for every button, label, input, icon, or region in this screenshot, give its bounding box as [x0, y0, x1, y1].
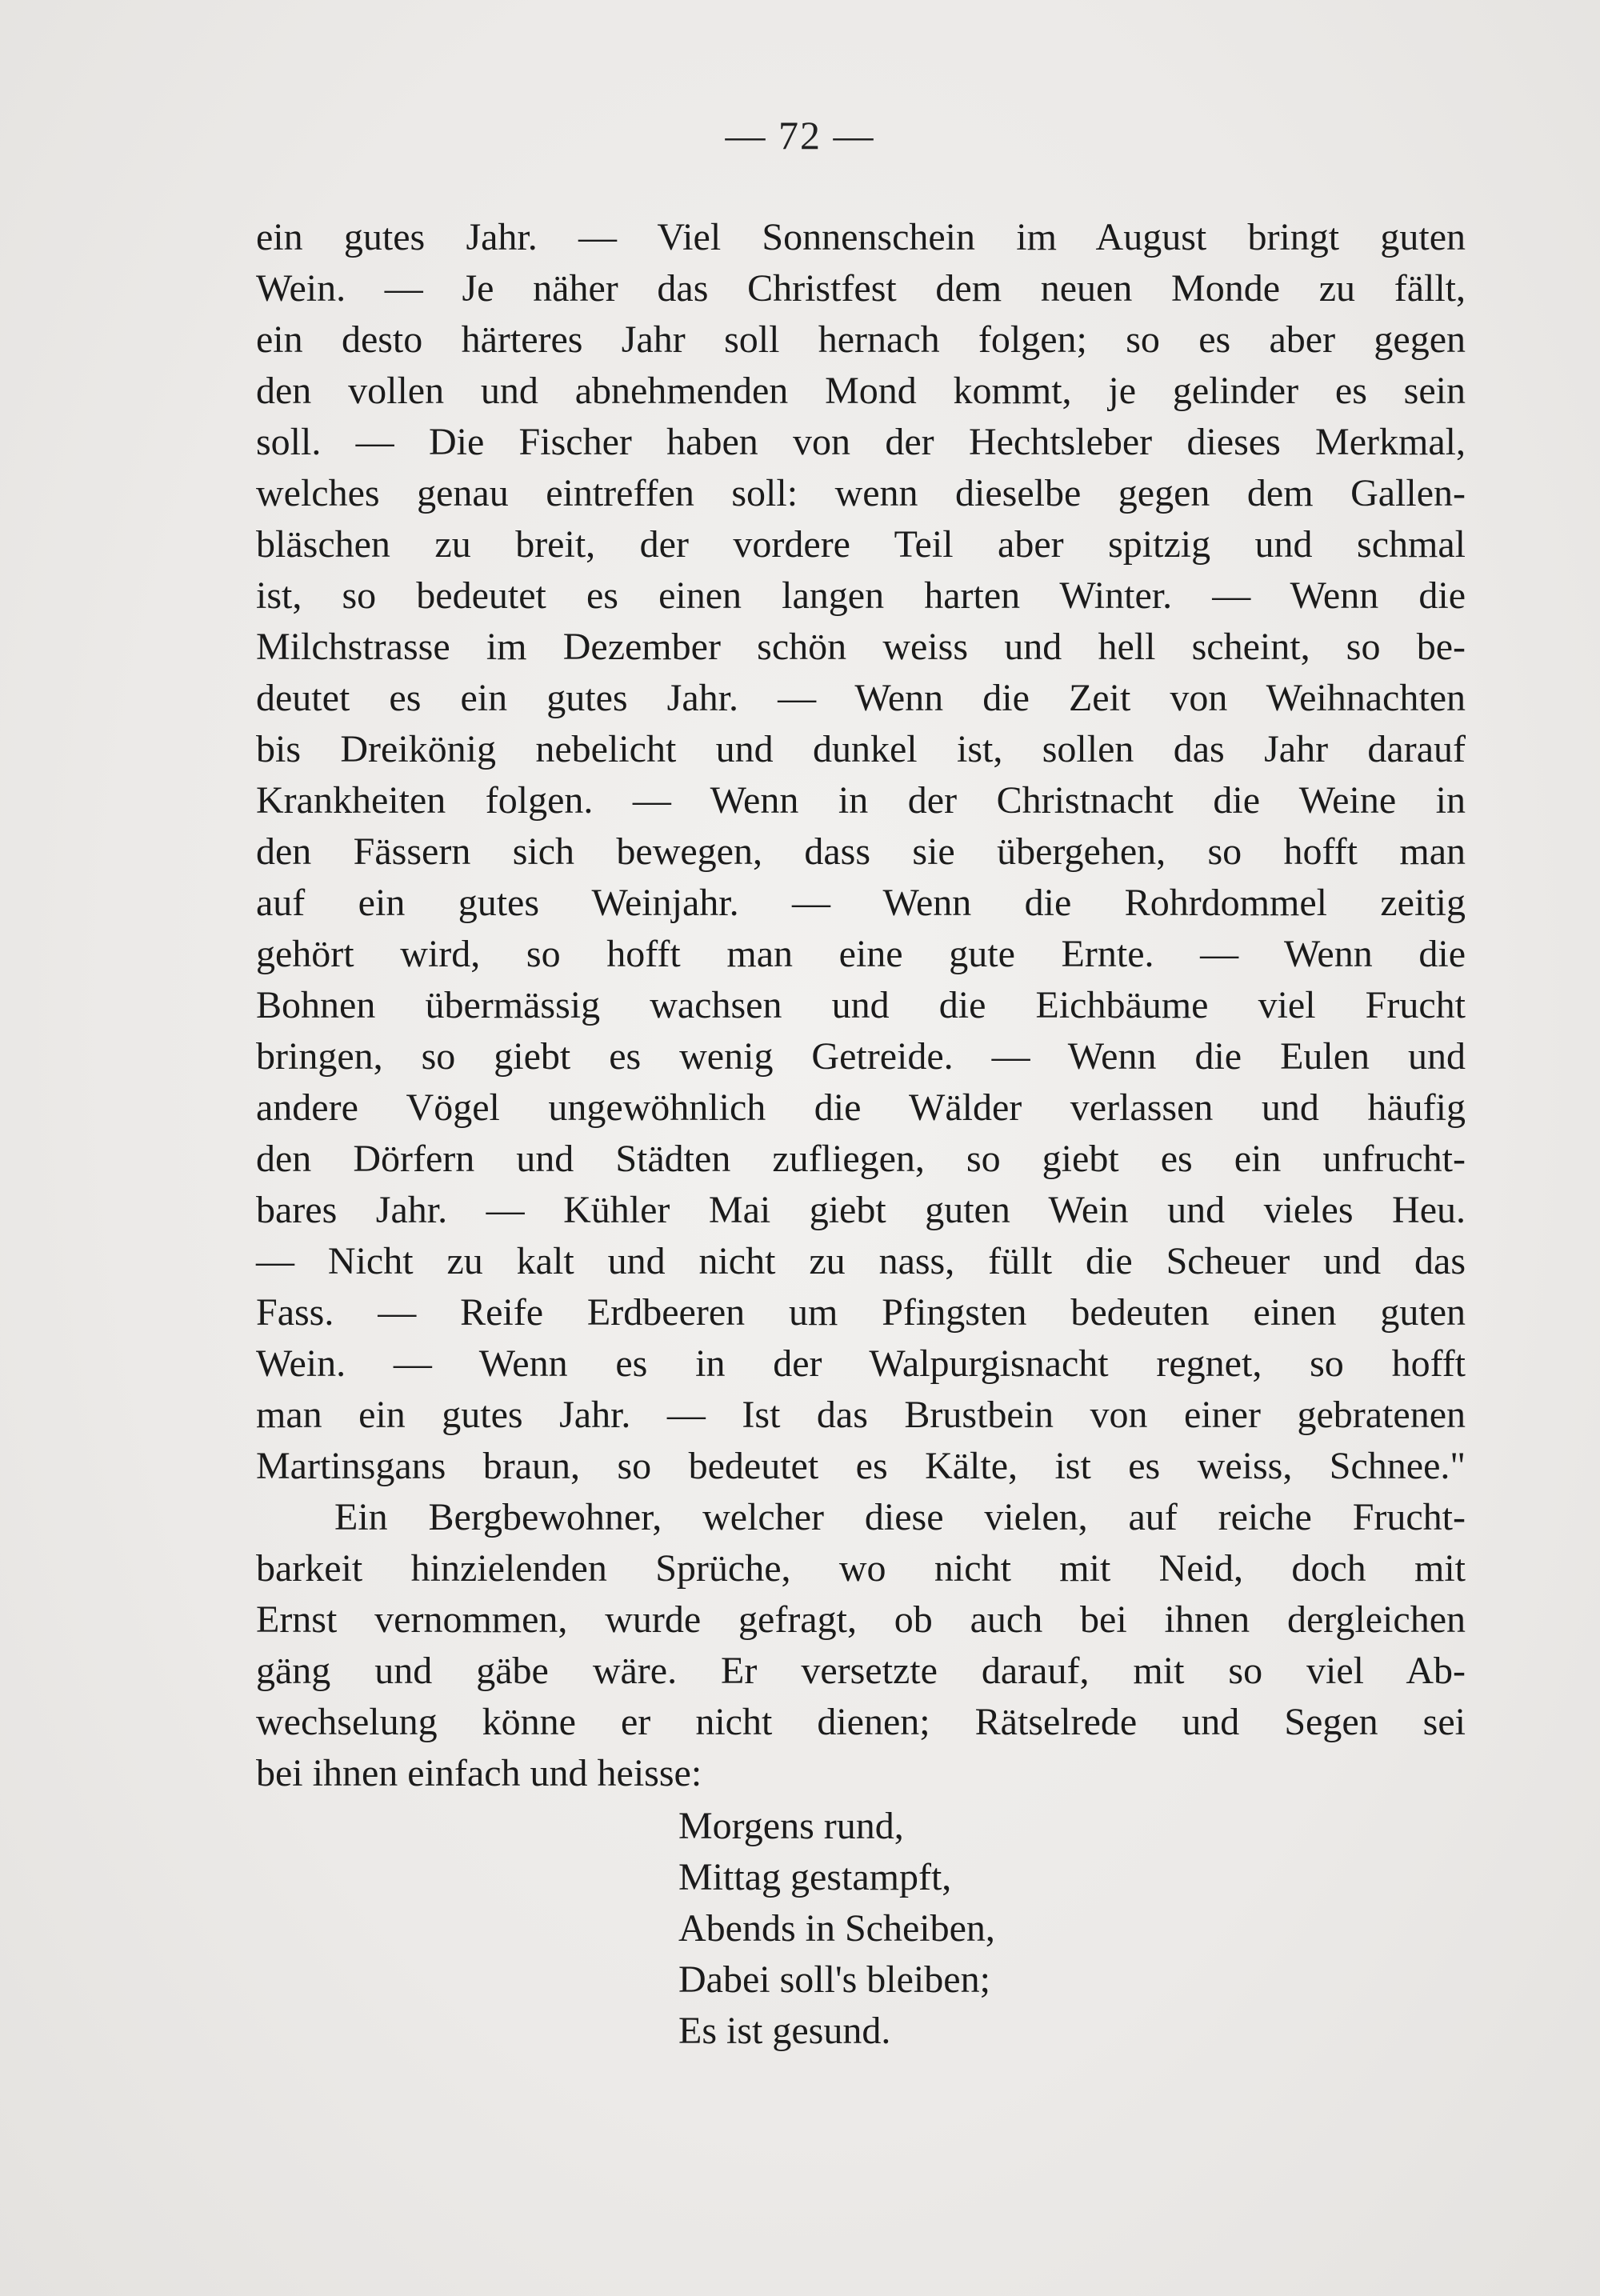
text-line: ein desto härteres Jahr soll hernach folgen; so es aber gegen [256, 318, 1466, 361]
text-line: Martinsgans braun, so bedeutet es Kälte, ist es weiss, Schnee." [256, 1445, 1466, 1487]
poem-line: Morgens rund, [678, 1805, 904, 1847]
poem-line: Es ist gesund. [678, 2010, 891, 2052]
text-line: Krankheiten folgen. — Wenn in der Christnacht die Weine in [256, 779, 1466, 822]
poem-line: Abends in Scheiben, [678, 1907, 995, 1950]
text-line: ein gutes Jahr. — Viel Sonnenschein im August bringt guten [256, 216, 1466, 258]
text-line: barkeit hinzielenden Sprüche, wo nicht mit Neid, doch mit [256, 1547, 1466, 1590]
text-line: Wein. — Wenn es in der Walpurgisnacht regnet, so hofft [256, 1342, 1466, 1385]
text-line: Milchstrasse im Dezember schön weiss und hell scheint, so be- [256, 626, 1466, 668]
text-line: auf ein gutes Weinjahr. — Wenn die Rohrdommel zeitig [256, 882, 1466, 924]
poem-line: Mittag gestampft, [678, 1856, 952, 1898]
page-number: — 72 — [725, 113, 875, 158]
paragraph-2 [256, 1492, 1466, 1799]
poem-line: Dabei soll's bleiben; [678, 1958, 990, 2001]
text-line: bringen, so giebt es wenig Getreide. — Wenn die Eulen und [256, 1035, 1466, 1078]
paragraph-1 [256, 212, 1466, 1492]
text-line: bis Dreikönig nebelicht und dunkel ist, sollen das Jahr darauf [256, 728, 1466, 770]
text-line: deutet es ein gutes Jahr. — Wenn die Zeit von Weihnachten [256, 677, 1466, 719]
text-line: gehört wird, so hofft man eine gute Ernte. — Wenn die [256, 933, 1466, 975]
text-line: Ein Bergbewohner, welcher diese vielen, auf reiche Frucht- [334, 1496, 1466, 1538]
text-line: Fass. — Reife Erdbeeren um Pfingsten bedeuten einen guten [256, 1291, 1466, 1334]
text-line: andere Vögel ungewöhnlich die Wälder verlassen und häufig [256, 1086, 1466, 1129]
text-line: ist, so bedeutet es einen langen harten Winter. — Wenn die [256, 574, 1466, 617]
poem-verse [678, 1801, 995, 2057]
text-line: den vollen und abnehmenden Mond kommt, je gelinder es sein [256, 370, 1466, 412]
text-line: Wein. — Je näher das Christfest dem neuen Monde zu fällt, [256, 267, 1466, 310]
text-line: welches genau eintreffen soll: wenn dieselbe gegen dem Gallen- [256, 472, 1466, 514]
text-line: bei ihnen einfach und heisse: [256, 1752, 702, 1794]
text-line: bares Jahr. — Kühler Mai giebt guten Wein und vieles Heu. [256, 1189, 1466, 1231]
text-line: Bohnen übermässig wachsen und die Eichbäume viel Frucht [256, 984, 1466, 1026]
text-line: den Dörfern und Städten zufliegen, so giebt es ein unfrucht- [256, 1138, 1466, 1180]
text-line: wechselung könne er nicht dienen; Rätselrede und Segen sei [256, 1701, 1466, 1743]
text-line: — Nicht zu kalt und nicht zu nass, füllt die Scheuer und das [256, 1240, 1466, 1282]
text-line: Ernst vernommen, wurde gefragt, ob auch bei ihnen dergleichen [256, 1598, 1466, 1641]
text-line: soll. — Die Fischer haben von der Hechtsleber dieses Merkmal, [256, 421, 1466, 463]
text-line: den Fässern sich bewegen, dass sie übergehen, so hofft man [256, 830, 1466, 873]
text-line: gäng und gäbe wäre. Er versetzte darauf, mit so viel Ab- [256, 1650, 1466, 1692]
text-line: man ein gutes Jahr. — Ist das Brustbein von einer gebratenen [256, 1394, 1466, 1436]
body-text [256, 212, 1466, 1799]
text-line: bläschen zu breit, der vordere Teil aber spitzig und schmal [256, 523, 1466, 566]
